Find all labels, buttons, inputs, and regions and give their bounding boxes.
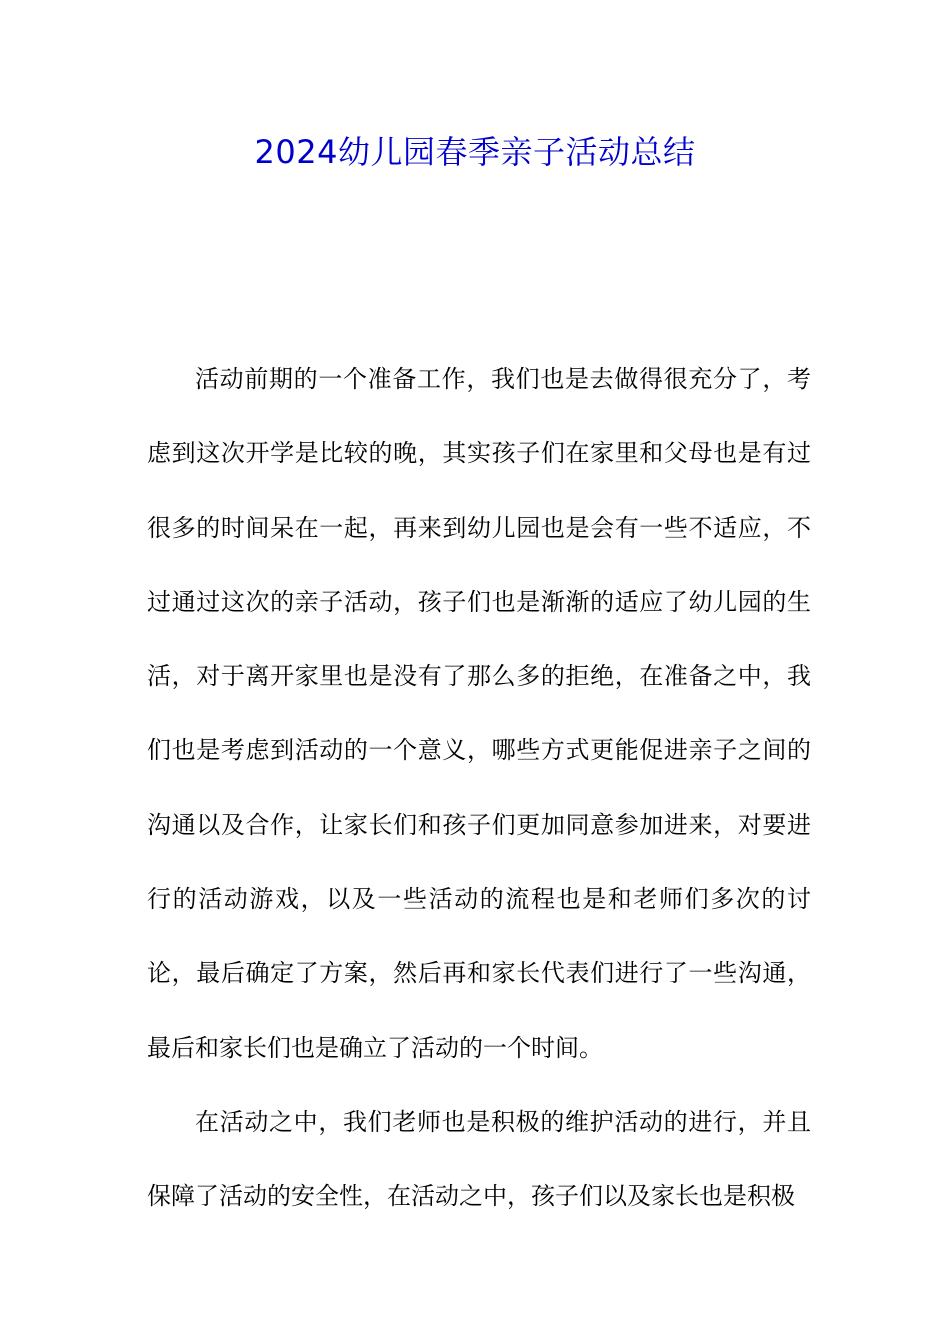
body-paragraph-2: 在活动之中，我们老师也是积极的维护活动的进行，并且保障了活动的安全性，在活动之中，孩子们以及家长也是积极 [147, 1107, 811, 1211]
body-paragraph-1: 活动前期的一个准备工作，我们也是去做得很充分了，考虑到这次开学是比较的晚，其实孩子们在家里和父母也是有过很多的时间呆在一起，再来到幼儿园也是会有一些不适应，不过通过这次的亲子活动，孩子们也是渐渐的适应了幼儿园的生活，对于离开家里也是没有了那么多的拒绝，在准备之中，我们也是考虑到活动的一个意义，哪些方式更能促进亲子之间的沟通以及合作，让家长们和孩子们更加同意参加进来，对要进行的活动游戏，以及一些活动的流程也是和老师们多次的讨论，最后确定了方案，然后再和家长代表们进行了一些沟通，最后和家长们也是确立了活动的一个时间。 [147, 365, 811, 1062]
document-body [147, 342, 811, 1234]
document-title: 2024幼儿园春季亲子活动总结 [254, 133, 696, 171]
